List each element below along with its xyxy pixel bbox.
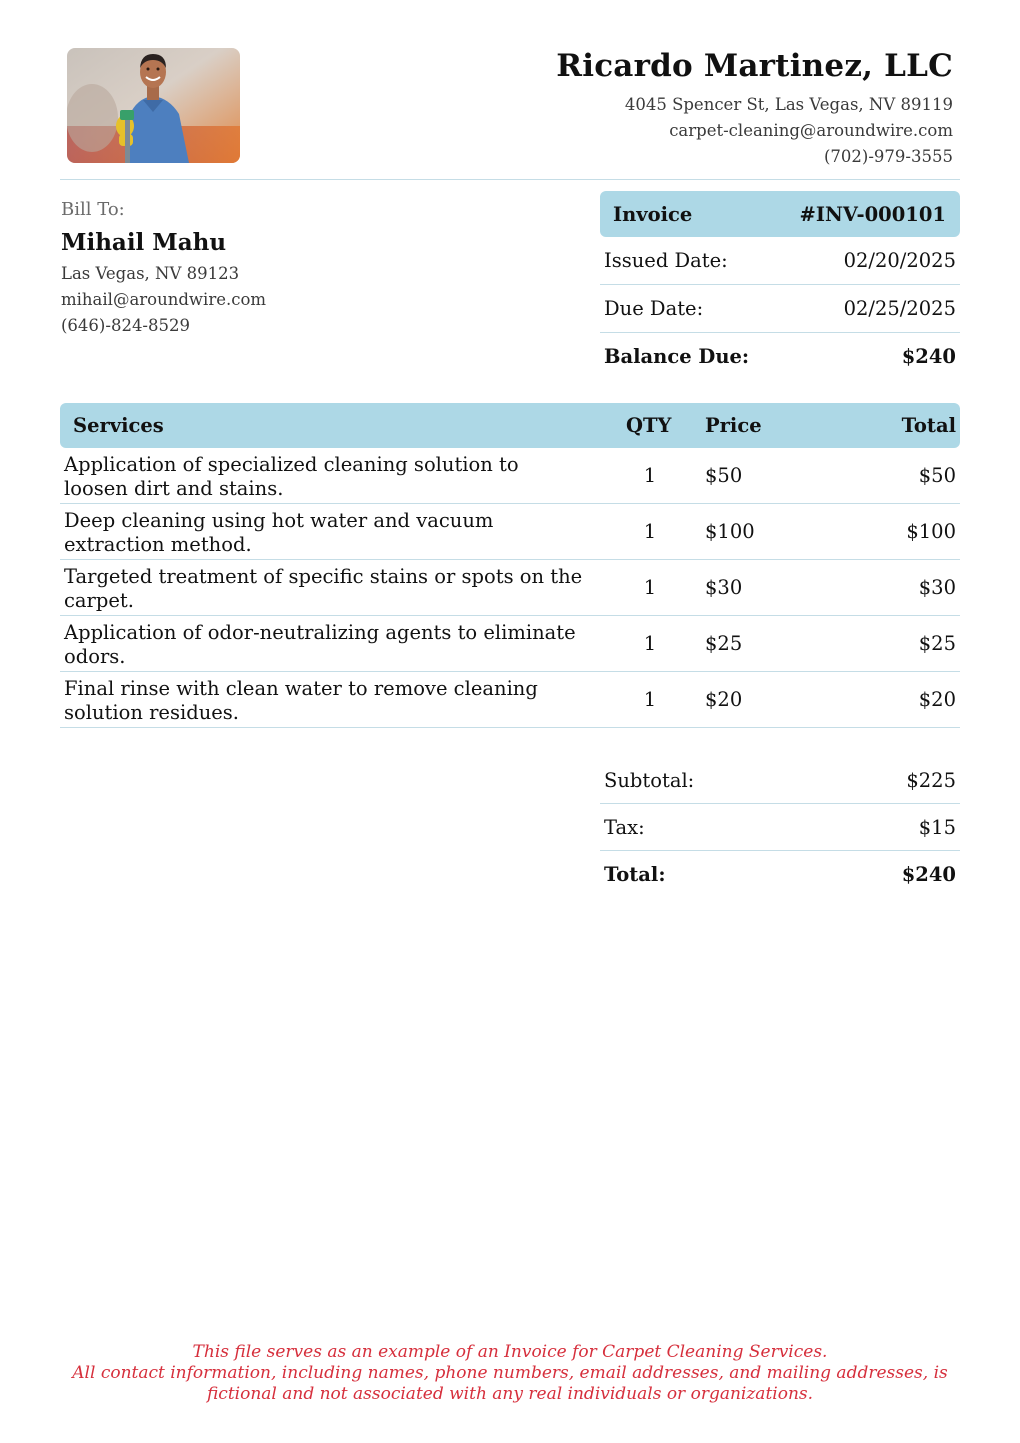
services-table-header bbox=[60, 403, 960, 448]
tax-label: Tax: bbox=[604, 815, 645, 839]
disclaimer-footer bbox=[0, 1342, 1020, 1405]
invoice-header bbox=[600, 191, 960, 237]
subtotal-label: Subtotal: bbox=[604, 768, 695, 792]
due-date-row bbox=[600, 285, 960, 333]
service-description: Final rinse with clean water to remove cleaning solution residues. bbox=[64, 677, 538, 724]
tax-value: $15 bbox=[918, 815, 956, 839]
totals-section bbox=[600, 757, 960, 897]
service-price: $25 bbox=[705, 632, 743, 655]
grand-total-label: Total: bbox=[604, 862, 666, 886]
subtotal-value: $225 bbox=[906, 768, 956, 792]
total-column-header: Total bbox=[901, 414, 956, 437]
services-column-header: Services bbox=[73, 414, 164, 437]
table-row bbox=[60, 672, 960, 728]
tax-row bbox=[600, 804, 960, 851]
service-description: Application of odor-neutralizing agents to eliminate odors. bbox=[64, 621, 576, 668]
company-email: carpet-cleaning@aroundwire.com bbox=[669, 121, 953, 140]
grand-total-value: $240 bbox=[901, 862, 956, 886]
service-qty: 1 bbox=[643, 520, 657, 543]
service-price: $30 bbox=[705, 576, 743, 599]
issued-date-row bbox=[600, 237, 960, 285]
table-row bbox=[60, 560, 960, 616]
service-qty: 1 bbox=[643, 632, 657, 655]
client-email: mihail@aroundwire.com bbox=[61, 290, 267, 309]
client-address: Las Vegas, NV 89123 bbox=[61, 264, 240, 283]
service-price: $50 bbox=[705, 464, 743, 487]
disclaimer-line: All contact information, including names, phone numbers, email addresses, and mailing addresses, is bbox=[72, 1363, 948, 1383]
invoice-summary bbox=[600, 191, 960, 380]
balance-due-value: $240 bbox=[901, 345, 956, 368]
carpet-cleaner-portrait-icon bbox=[67, 48, 240, 163]
company-logo bbox=[67, 48, 240, 163]
company-name: Ricardo Martinez, LLC bbox=[556, 48, 953, 84]
balance-due-label: Balance Due: bbox=[604, 345, 750, 368]
service-total: $30 bbox=[918, 576, 956, 599]
table-row bbox=[60, 616, 960, 672]
due-date-value: 02/25/2025 bbox=[843, 297, 956, 320]
service-qty: 1 bbox=[643, 464, 657, 487]
bill-to-section bbox=[61, 197, 266, 339]
service-description: Targeted treatment of specific stains or spots on the carpet. bbox=[64, 565, 583, 612]
bill-to-label: Bill To: bbox=[61, 199, 125, 220]
grand-total-row bbox=[600, 851, 960, 897]
service-qty: 1 bbox=[643, 688, 657, 711]
service-price: $20 bbox=[705, 688, 743, 711]
company-address: 4045 Spencer St, Las Vegas, NV 89119 bbox=[624, 95, 953, 114]
company-phone: (702)-979-3555 bbox=[823, 147, 953, 166]
client-name: Mihail Mahu bbox=[61, 229, 227, 256]
service-total: $100 bbox=[906, 520, 956, 543]
disclaimer-line: This file serves as an example of an Invoice for Carpet Cleaning Services. bbox=[192, 1342, 828, 1362]
issued-date-label: Issued Date: bbox=[604, 249, 728, 272]
service-total: $20 bbox=[918, 688, 956, 711]
service-qty: 1 bbox=[643, 576, 657, 599]
header-divider bbox=[60, 179, 960, 180]
balance-due-row bbox=[600, 333, 960, 380]
service-description: Application of specialized cleaning solution to loosen dirt and stains. bbox=[64, 453, 519, 500]
invoice-label: Invoice bbox=[613, 202, 693, 226]
subtotal-row bbox=[600, 757, 960, 804]
price-column-header: Price bbox=[705, 414, 762, 437]
client-phone: (646)-824-8529 bbox=[61, 316, 191, 335]
company-info bbox=[556, 46, 953, 170]
service-price: $100 bbox=[705, 520, 755, 543]
issued-date-value: 02/20/2025 bbox=[843, 249, 956, 272]
qty-column-header: QTY bbox=[626, 414, 672, 437]
services-table bbox=[60, 403, 960, 728]
due-date-label: Due Date: bbox=[604, 297, 704, 320]
table-row bbox=[60, 504, 960, 560]
service-description: Deep cleaning using hot water and vacuum extraction method. bbox=[64, 509, 494, 556]
table-row bbox=[60, 448, 960, 504]
invoice-number: #INV-000101 bbox=[799, 202, 946, 226]
disclaimer-line: fictional and not associated with any real individuals or organizations. bbox=[206, 1384, 814, 1404]
service-total: $50 bbox=[918, 464, 956, 487]
service-total: $25 bbox=[918, 632, 956, 655]
